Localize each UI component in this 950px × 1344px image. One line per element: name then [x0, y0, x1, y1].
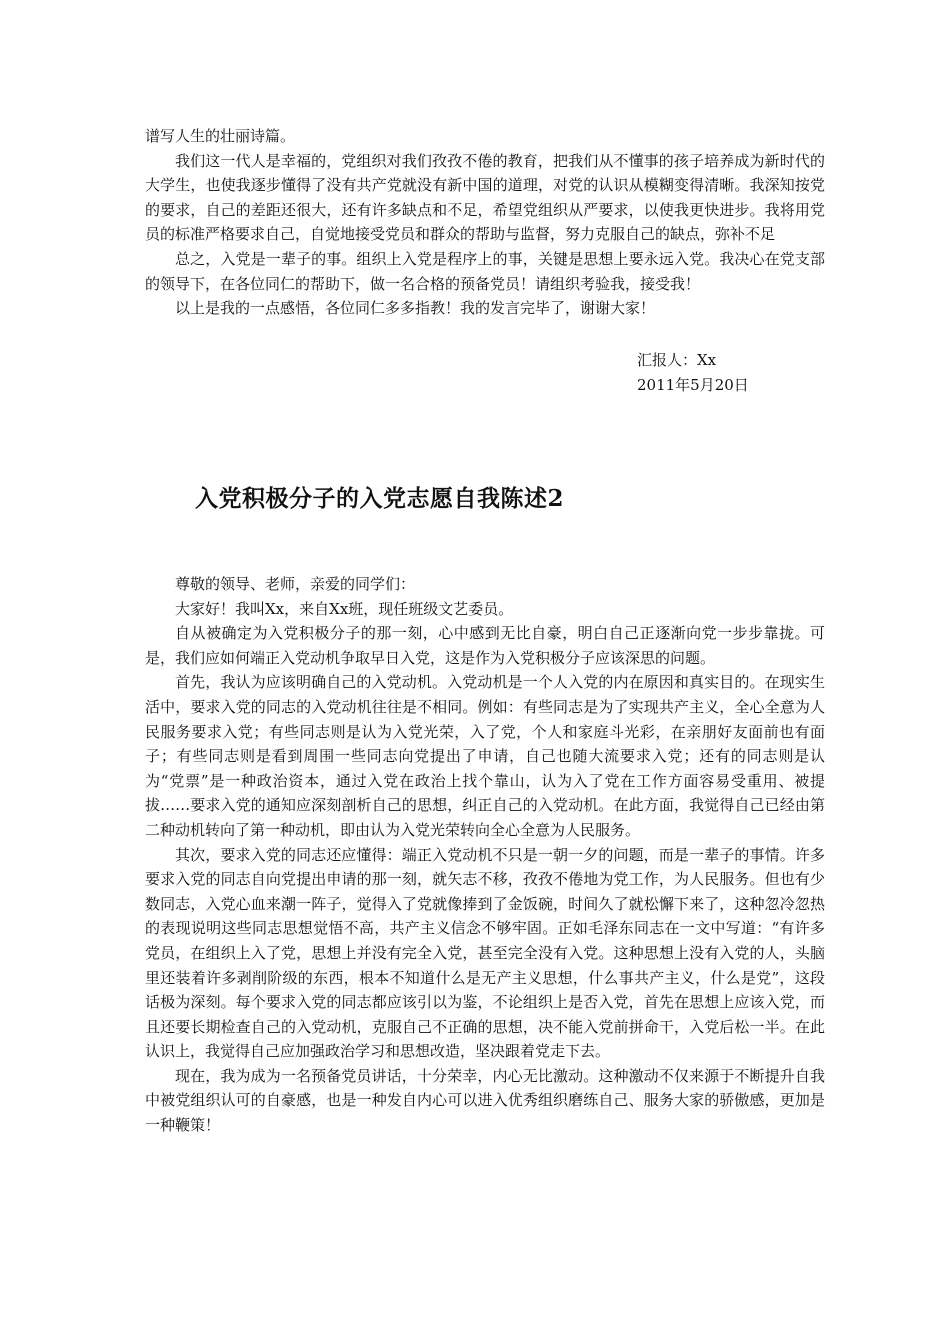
paragraph: 现在，我为成为一名预备党员讲话，十分荣幸，内心无比激动。这种激动不仅来源于不断提升自我中被党组织认可的自豪感，也是一种发自内心可以进入优秀组织磨练自己、服务大家的骄傲感，更加是一种鞭策！	[145, 1066, 825, 1135]
paragraph: 我们这一代人是幸福的，党组织对我们孜孜不倦的教育，把我们从不懂事的孩子培养成为新时代的大学生，也使我逐步懂得了没有共产党就没有新中国的道理，对党的认识从模糊变得清晰。我深知按党的要求，自己的差距还很大，还有许多缺点和不足，希望党组织从严要求，以使我更快进步。我将用党员的标准严格要求自己，自觉地接受党员和群众的帮助与监督，努力克服自己的缺点，弥补不足	[145, 151, 825, 244]
signature-date: 2011年5月20日	[637, 376, 749, 394]
salutation: 尊敬的领导、老师，亲爱的同学们：	[175, 575, 416, 593]
paragraph: 首先，我认为应该明确自己的入党动机。入党动机是一个人入党的内在原因和真实目的。在现实生活中，要求入党的同志的入党动机往往是不相同。例如：有些同志是为了实现共产主义，全心全意为人民服务要求入党；有些同志则是认为入党光荣，入了党，个人和家庭斗光彩，在亲朋好友面前也有面子；有些同志则是看到周围一些同志向党提出了申请，自己也随大流要求入党；还有的同志则是认为“党票”是一种政治资本，通过入党在政治上找个靠山，认为入了党在工作方面容易受重用、被提拔……要求入党的通知应深刻剖析自己的思想，纠正自己的入党动机。在此方面，我觉得自己已经由第二种动机转向了第一种动机，即由认为入党光荣转向全心全意为人民服务。	[145, 673, 825, 839]
section1-body	[145, 124, 825, 321]
paragraph: 自从被确定为入党积极分子的那一刻，心中感到无比自豪，明白自己正逐渐向党一步步靠拢。可是，我们应如何端正入党动机争取早日入党，这是作为入党积极分子应该深思的问题。	[145, 624, 825, 667]
paragraph: 其次，要求入党的同志还应懂得：端正入党动机不只是一朝一夕的问题，而是一辈子的事情。许多要求入党的同志自向党提出申请的那一刻，就矢志不移，孜孜不倦地为党工作，为人民服务。但也有少数同志，入党心血来潮一阵子，觉得入了党就像捧到了金饭碗，时间久了就松懈下来了，这种忽冷忽热的表现说明这些同志思想觉悟不高，共产主义信念不够牢固。正如毛泽东同志在一文中写道：“有许多党员，在组织上入了党，思想上并没有完全入党，甚至完全没有入党。这种思想上没有入党的人，头脑里还装着许多剥削阶级的东西，根本不知道什么是无产主义思想，什么事共产主义，什么是党”，这段话极为深刻。每个要求入党的同志都应该引以为鉴，不论组织上是否入党，首先在思想上应该入党，而且还要长期检查自己的入党动机，克服自己不正确的思想，决不能入党前拼命干，入党后松一半。在此认识上，我觉得自己应加强政治学习和思想改造，坚决跟着党走下去。	[145, 845, 825, 1061]
section2-title: 入党积极分子的入党志愿自我陈述2	[195, 485, 565, 512]
paragraph: 大家好！我叫Xx，来自Xx班，现任班级文艺委员。	[175, 599, 514, 618]
paragraph: 以上是我的一点感悟，各位同仁多多指教！我的发言完毕了，谢谢大家！	[175, 299, 656, 318]
paragraph: 谱写人生的壮丽诗篇。	[145, 127, 296, 145]
section2-body	[145, 572, 825, 1138]
paragraph: 总之，入党是一辈子的事。组织上入党是程序上的事，关键是思想上要永远入党。我决心在党支部的领导下，在各位同仁的帮助下，做一名合格的预备党员！请组织考验我，接受我！	[145, 249, 825, 293]
signature-name: 汇报人：Xx	[637, 351, 717, 369]
